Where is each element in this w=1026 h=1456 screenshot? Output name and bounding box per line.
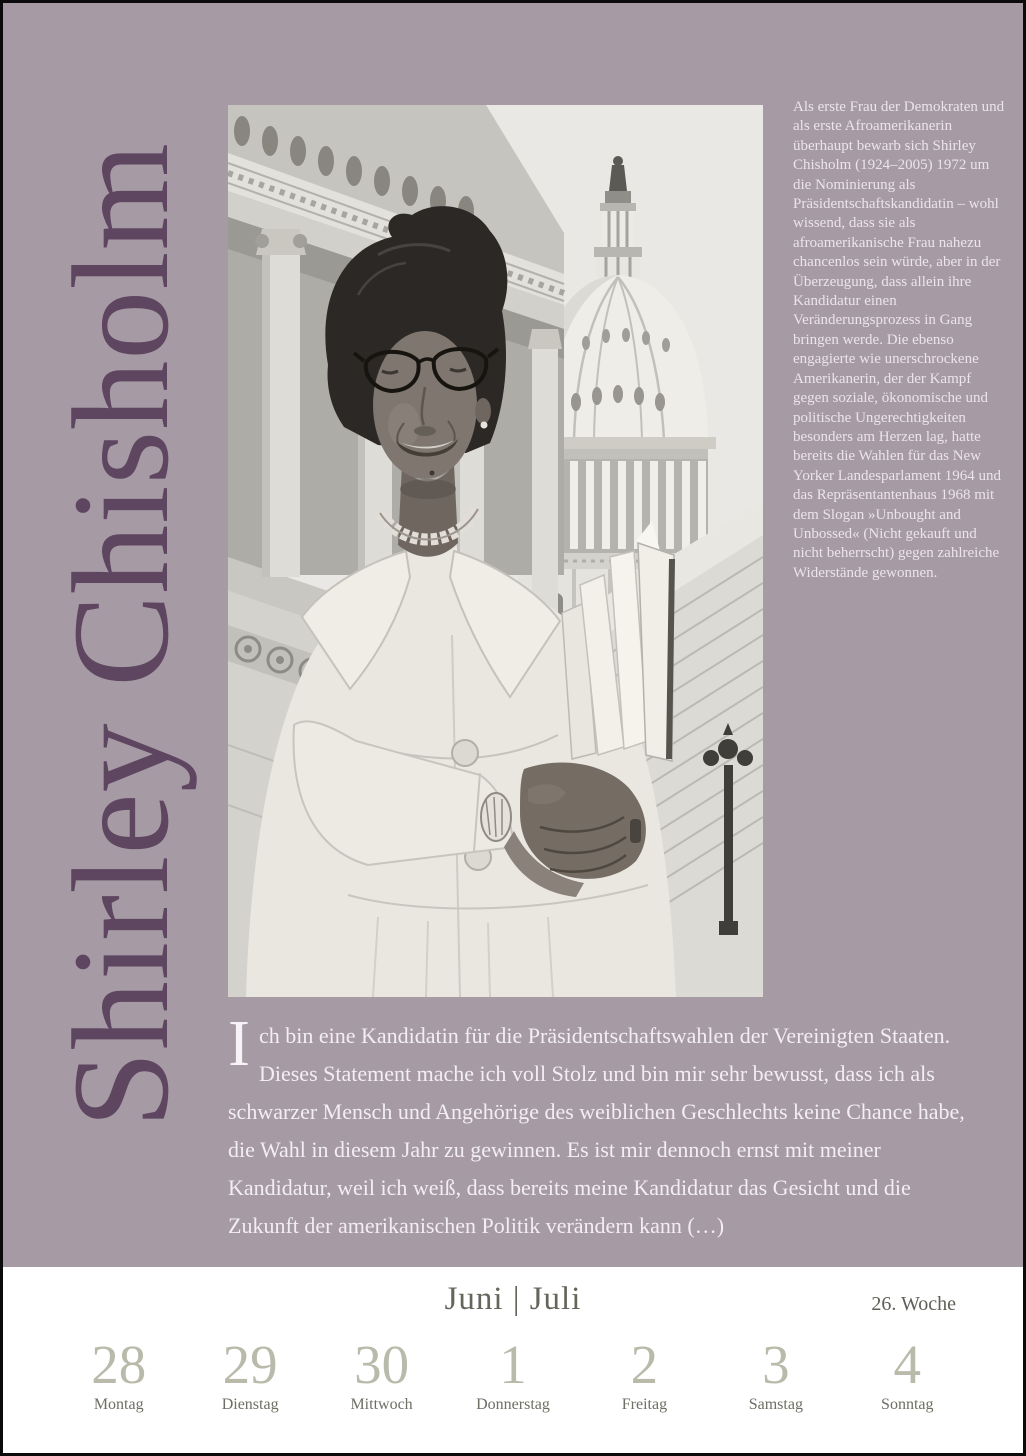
day-number: 4 [893,1334,922,1395]
day-label: Dienstag [221,1396,279,1413]
day-cell-freitag [579,1334,710,1414]
day-number: 2 [630,1334,659,1395]
day-label: Mittwoch [350,1396,413,1413]
day-label: Freitag [621,1396,668,1413]
bio-text: Als erste Frau der Demokraten und als erste Afroamerikanerin überhaupt bewarb sich Shirley Chisholm (1924–2005) 1972 um die Nominierung als Präsidentschaftskandidatin – wohl wissend, dass sie als afroamerikanische Frau nahezu chancenlos sein würde, aber in der Überzeugung, dass allein ihre Kandidatur einen Veränderungsprozess in Gang bringen werde. Die ebenso engagierte wie unerschrockene Amerikanerin, der der Kampf gegen soziale, ökonomische und politische Ungerechtigkeiten besonders am Herzen lag, hatte bereits die Wahlen für das New Yorker Landesparlament 1964 und das Repräsentantenhaus 1968 mit dem Slogan »Unbought and Unbossed« (Nicht gekauft und nicht beherrscht) gegen zahlreiche Widerstände gewonnen. [793,99,1005,581]
portrait-photo [228,105,763,997]
day-number: 29 [222,1334,278,1395]
day-label: Montag [93,1396,144,1413]
quote-text: ch bin eine Kandidatin für die Präsidentschaftswahlen der Vereinigten Staaten. Dieses Statement mache ich voll Stolz und bin mir sehr bewusst, dass ich als schwarzer Mensch und Angehörige des weiblichen Geschlechts keine Chance habe, die Wahl in diesem Jahr zu gewinnen. Es ist mir dennoch ernst mit meiner Kandidatur, weil ich weiß, dass bereits meine Kandidatur das Gesicht und die Zukunft der amerikanischen Politik verändern kann (…) [228,1023,965,1238]
day-number: 30 [354,1334,410,1395]
days-row [3,1335,1023,1414]
day-label: Donnerstag [476,1396,550,1413]
calendar-strip-header [3,1267,1023,1335]
day-cell-montag [53,1334,184,1414]
day-number: 3 [762,1334,790,1395]
quote-block [228,1007,978,1245]
quote-drop-cap: I [228,1007,250,1080]
week-label: 26. Woche [871,1293,956,1315]
page-title: Shirley Chisholm [44,142,197,1128]
day-cell-samstag [710,1334,841,1414]
day-number: 28 [91,1334,147,1395]
month-header: Juni | Juli [444,1281,582,1317]
calendar-strip [3,1267,1023,1453]
day-label: Samstag [748,1396,803,1413]
day-number: 1 [499,1334,527,1395]
day-cell-dienstag [184,1334,315,1414]
day-label: Sonntag [881,1396,934,1413]
day-cell-mittwoch [316,1334,447,1414]
portrait-photo-illustration [228,105,763,997]
day-cell-donnerstag [447,1334,578,1414]
day-cell-sonntag [842,1334,973,1414]
